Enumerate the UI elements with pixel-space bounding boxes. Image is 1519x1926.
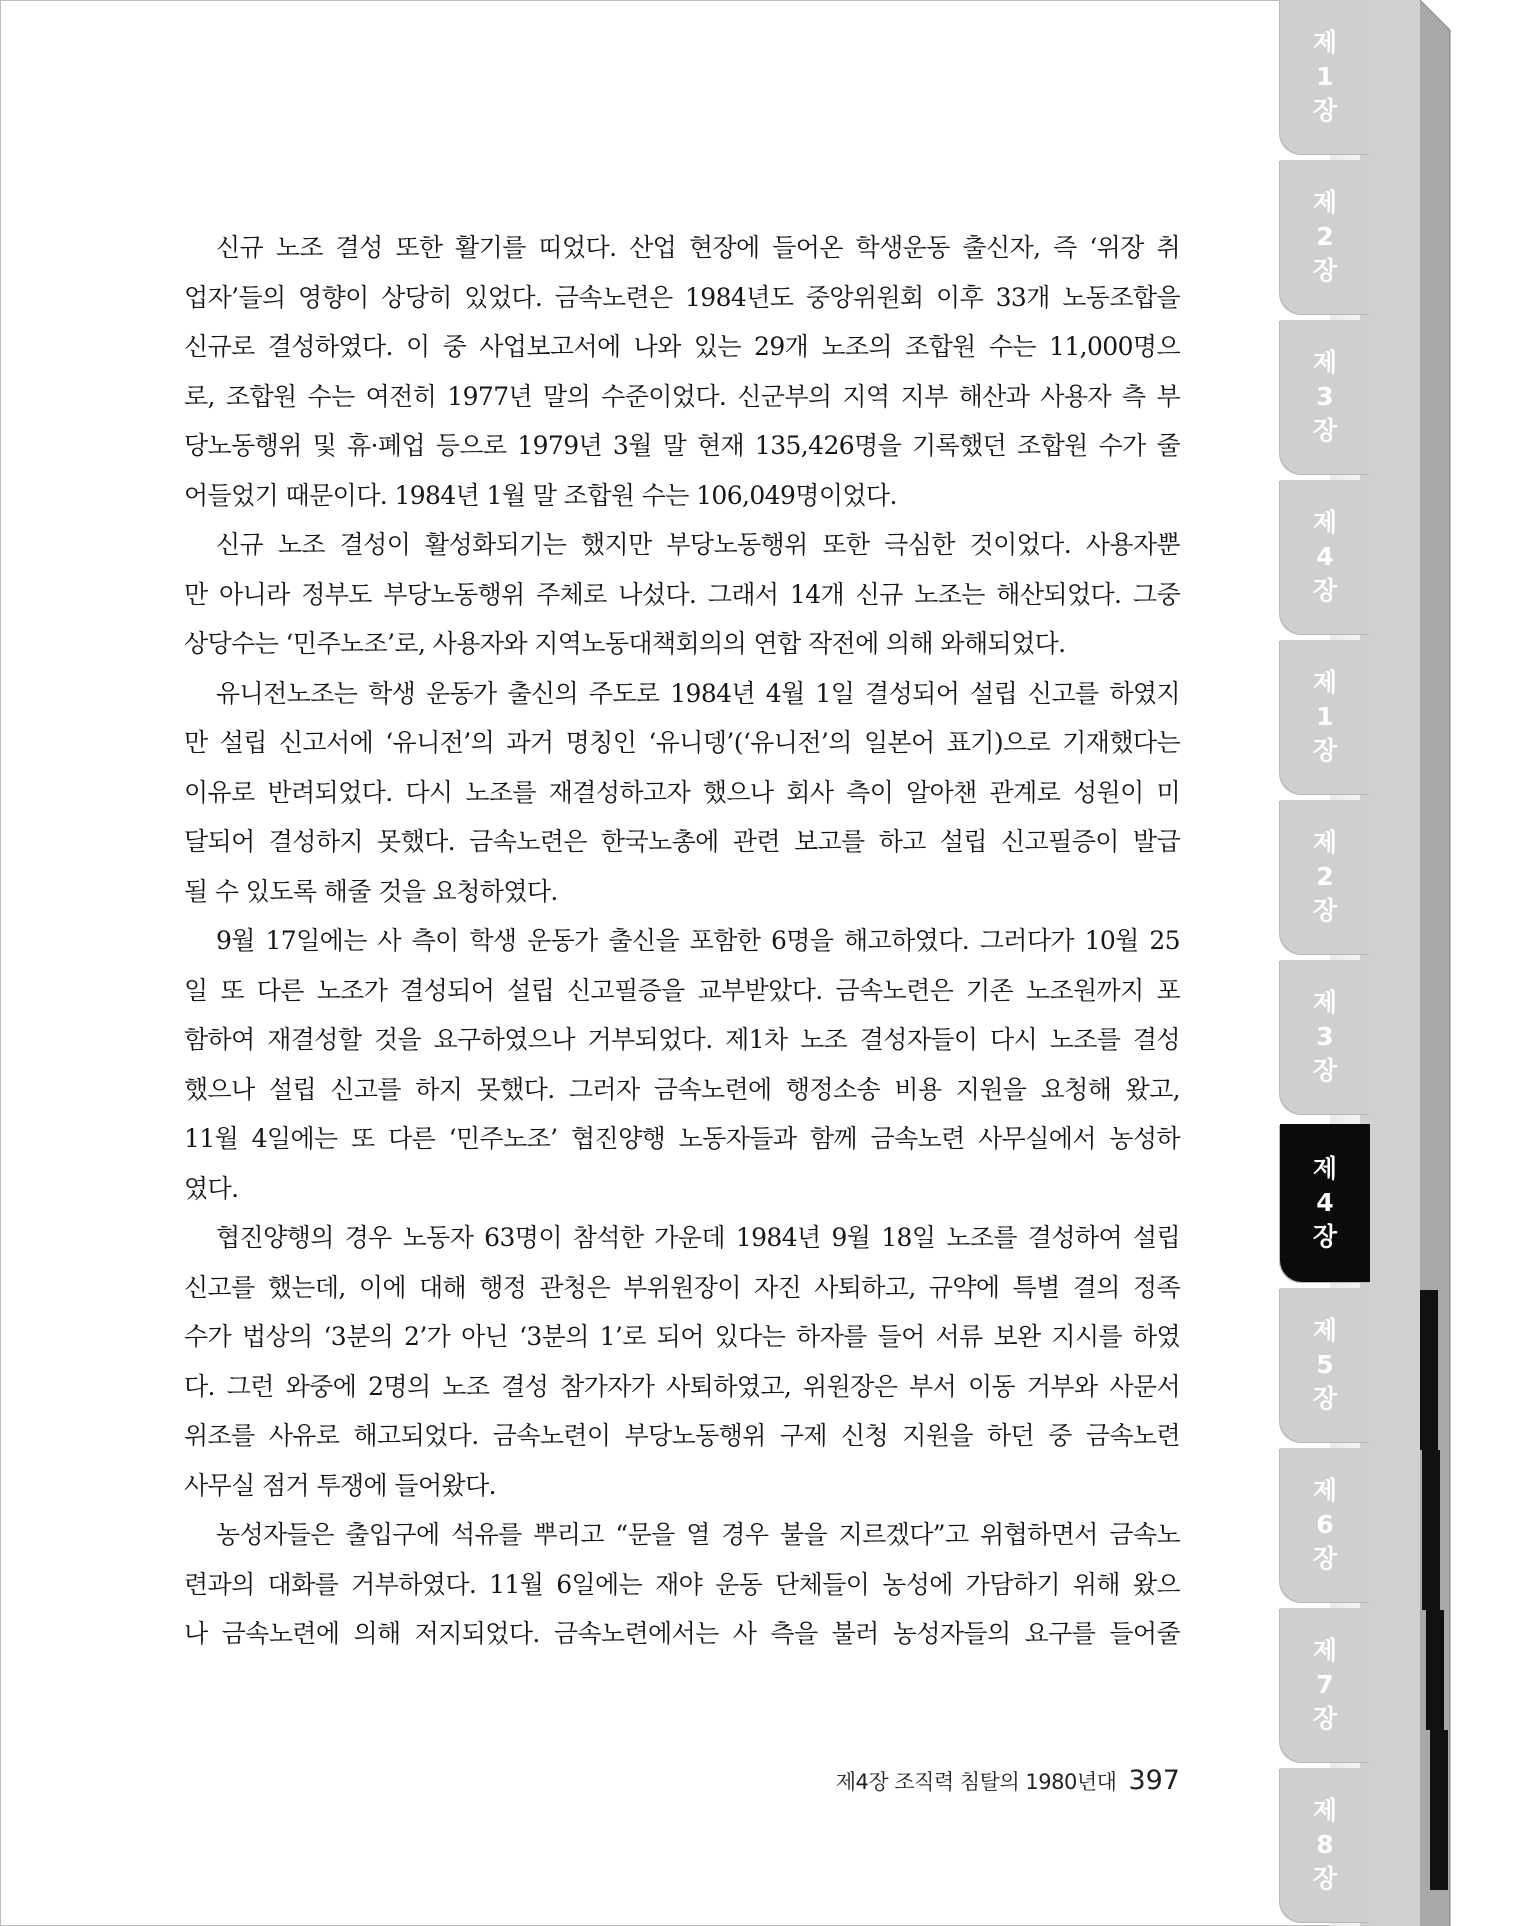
text-line: 로, 조합원 수는 여전히 1977년 말의 수준이었다. 신군부의 지역 지부 해산과 사용자 측 부 xyxy=(184,381,1180,411)
tab-char: 1 xyxy=(1316,62,1334,91)
tab-char: 장 xyxy=(1312,256,1338,285)
paragraph xyxy=(184,1213,1180,1510)
running-title: 제4장 조직력 침탈의 1980년대 xyxy=(835,1770,1117,1794)
text-line: 될 수 있도록 해줄 것을 요청하였다. xyxy=(184,876,558,906)
text-line: 업자’들의 영향이 상당히 있었다. 금속노련은 1984년도 중앙위원회 이후 33개 노동조합을 xyxy=(184,282,1180,312)
tab-char: 제 xyxy=(1312,1476,1338,1505)
chapter-tab-5[interactable] xyxy=(1280,640,1370,794)
text-line: 9월 17일에는 사 측이 학생 운동가 출신을 포함한 6명을 해고하였다. 그러다가 10월 25 xyxy=(216,926,1180,955)
body-text xyxy=(184,223,1180,1659)
text-line: 신규 노조 결성이 활성화되기는 했지만 부당노동행위 또한 극심한 것이었다. 사용자뿐 xyxy=(216,530,1180,559)
tab-char: 제 xyxy=(1312,1316,1338,1345)
tab-char: 2 xyxy=(1316,222,1334,251)
tab-char: 제 xyxy=(1312,1796,1338,1825)
chapter-tab-3[interactable] xyxy=(1280,320,1370,474)
tab-char: 제 xyxy=(1312,508,1338,537)
chapter-tab-10[interactable] xyxy=(1280,1448,1370,1602)
tab-char: 장 xyxy=(1312,416,1338,445)
text-line: 협진양행의 경우 노동자 63명이 참석한 가운데 1984년 9월 18일 노조를 결성하여 설립 xyxy=(216,1223,1180,1252)
tab-char: 제 xyxy=(1312,1636,1338,1665)
tab-char: 3 xyxy=(1316,1022,1334,1051)
text-line: 농성자들은 출입구에 석유를 뿌리고 “문을 열 경우 불을 지르겠다”고 위협하면서 금속노 xyxy=(216,1520,1180,1549)
tab-char: 2 xyxy=(1316,862,1334,891)
tab-char: 장 xyxy=(1312,1864,1338,1893)
tab-char: 제 xyxy=(1312,1154,1338,1183)
tab-char: 6 xyxy=(1316,1510,1334,1539)
text-line: 이유로 반려되었다. 다시 노조를 재결성하고자 했으나 회사 측이 알아챈 관계로 성원이 미 xyxy=(184,777,1180,807)
paragraph xyxy=(184,916,1180,1213)
text-line: 신규 노조 결성 또한 활기를 띠었다. 산업 현장에 들어온 학생운동 출신자, 즉 ‘위장 취 xyxy=(216,233,1180,262)
tab-char: 장 xyxy=(1312,1544,1338,1573)
text-line: 만 설립 신고서에 ‘유니전’의 과거 명칭인 ‘유니뎅’(‘유니전’의 일본어 표기)으로 기재했다는 xyxy=(184,728,1180,757)
tab-char: 제 xyxy=(1312,828,1338,857)
text-line: 어들었기 때문이다. 1984년 1월 말 조합원 수는 106,049명이었다. xyxy=(184,480,897,510)
book-edge-graphic xyxy=(1360,0,1519,1926)
tab-char: 4 xyxy=(1316,1188,1334,1217)
text-line: 련과의 대화를 거부하였다. 11월 6일에는 재야 운동 단체들이 농성에 가담하기 위해 왔으 xyxy=(184,1569,1180,1599)
chapter-tab-9[interactable] xyxy=(1280,1288,1370,1442)
chapter-tab-active[interactable] xyxy=(1280,1124,1370,1282)
chapter-tab-7[interactable] xyxy=(1280,960,1370,1114)
tab-char: 장 xyxy=(1312,896,1338,925)
text-line: 상당수는 ‘민주노조’로, 사용자와 지역노동대책회의의 연합 작전에 의해 와해되었다. xyxy=(184,629,1066,658)
tab-char: 4 xyxy=(1316,542,1334,571)
chapter-tab-1[interactable] xyxy=(1280,0,1370,154)
chapter-tab-2[interactable] xyxy=(1280,160,1370,314)
text-line: 사무실 점거 투쟁에 들어왔다. xyxy=(184,1470,496,1500)
tab-char: 제 xyxy=(1312,668,1338,697)
tab-char: 제 xyxy=(1312,188,1338,217)
page-footer xyxy=(824,1765,1180,1796)
tab-char: 제 xyxy=(1312,348,1338,377)
tab-char: 장 xyxy=(1312,1384,1338,1413)
chapter-tab-4[interactable] xyxy=(1280,480,1370,634)
text-line: 수가 법상의 ‘3분의 2’가 아닌 ‘3분의 1’로 되어 있다는 하자를 들어 서류 보완 지시를 하였 xyxy=(184,1322,1180,1351)
tab-char: 제 xyxy=(1312,988,1338,1017)
text-line: 만 아니라 정부도 부당노동행위 주체로 나섰다. 그래서 14개 신규 노조는 해산되었다. 그중 xyxy=(184,579,1180,609)
tab-char: 장 xyxy=(1312,1704,1338,1733)
tab-char: 제 xyxy=(1312,28,1338,57)
paragraph xyxy=(184,520,1180,669)
text-line: 다. 그런 와중에 2명의 노조 결성 참가자가 사퇴하였고, 위원장은 부서 이동 거부와 사문서 xyxy=(184,1371,1180,1401)
chapter-tab-12[interactable] xyxy=(1280,1768,1370,1922)
text-line: 당노동행위 및 휴·폐업 등으로 1979년 3월 말 현재 135,426명을 기록했던 조합원 수가 줄 xyxy=(184,431,1180,460)
tab-char: 장 xyxy=(1312,1056,1338,1085)
chapter-tab-6[interactable] xyxy=(1280,800,1370,954)
paragraph xyxy=(184,1510,1180,1659)
text-line: 함하여 재결성할 것을 요구하였으나 거부되었다. 제1차 노조 결성자들이 다시 노조를 결성 xyxy=(184,1025,1180,1054)
tab-char: 장 xyxy=(1312,1222,1338,1251)
tab-char: 3 xyxy=(1316,382,1334,411)
tab-char: 1 xyxy=(1316,702,1334,731)
text-line: 위조를 사유로 해고되었다. 금속노련이 부당노동행위 구제 신청 지원을 하던 중 금속노련 xyxy=(184,1421,1180,1450)
text-line: 달되어 결성하지 못했다. 금속노련은 한국노총에 관련 보고를 하고 설립 신고필증이 발급 xyxy=(184,827,1180,856)
text-line: 신고를 했는데, 이에 대해 행정 관청은 부위원장이 자진 사퇴하고, 규약에 특별 결의 정족 xyxy=(184,1272,1180,1302)
tab-char: 장 xyxy=(1312,576,1338,605)
text-line: 11월 4일에는 또 다른 ‘민주노조’ 협진양행 노동자들과 함께 금속노련 사무실에서 농성하 xyxy=(184,1124,1180,1153)
text-line: 였다. xyxy=(184,1173,239,1203)
tab-char: 7 xyxy=(1316,1670,1334,1699)
text-line: 했으나 설립 신고를 하지 못했다. 그러자 금속노련에 행정소송 비용 지원을 요청해 왔고, xyxy=(184,1074,1180,1104)
tab-char: 장 xyxy=(1312,96,1338,125)
tab-char: 5 xyxy=(1316,1350,1334,1379)
tab-char: 장 xyxy=(1312,736,1338,765)
text-line: 일 또 다른 노조가 결성되어 설립 신고필증을 교부받았다. 금속노련은 기존 노조원까지 포 xyxy=(184,975,1180,1005)
paragraph xyxy=(184,223,1180,520)
chapter-tab-11[interactable] xyxy=(1280,1608,1370,1762)
chapter-tabs xyxy=(1280,0,1370,1926)
book-edge xyxy=(1360,0,1519,1926)
text-line: 나 금속노련에 의해 저지되었다. 금속노련에서는 사 측을 불러 농성자들의 요구를 들어줄 xyxy=(184,1619,1180,1648)
tab-char: 8 xyxy=(1316,1830,1334,1859)
text-line: 유니전노조는 학생 운동가 출신의 주도로 1984년 4월 1일 결성되어 설립 신고를 하였지 xyxy=(216,678,1180,708)
page-number: 397 xyxy=(1128,1765,1180,1796)
text-line: 신규로 결성하였다. 이 중 사업보고서에 나와 있는 29개 노조의 조합원 수는 11,000명으 xyxy=(184,332,1180,361)
paragraph xyxy=(184,669,1180,917)
